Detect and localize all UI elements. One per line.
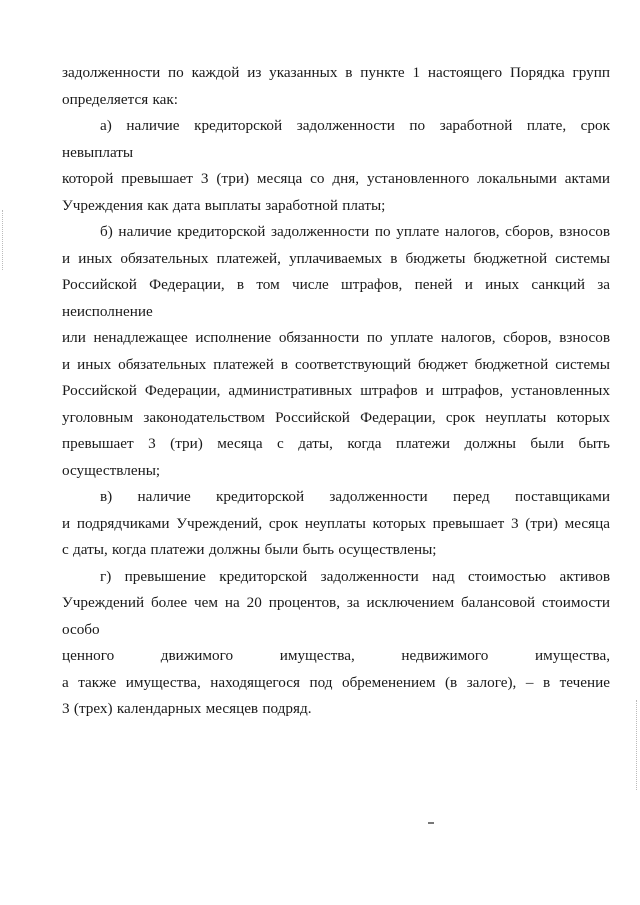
text-line: Учреждения как дата выплаты заработной платы; — [62, 196, 386, 214]
text-line: с даты, когда платежи должны были быть осуществлены; — [62, 541, 437, 558]
item-g-paragraph — [62, 564, 610, 723]
text-line: г) превышение кредиторской задолженности над стоимостью активов — [100, 567, 610, 585]
scan-speck — [428, 822, 434, 824]
scan-edge-left — [2, 210, 4, 270]
text-line: и подрядчиками Учреждений, срок неуплаты которых превышает 3 (три) месяца — [62, 514, 610, 532]
item-v-paragraph — [62, 484, 610, 564]
text-line: б) наличие кредиторской задолженности по уплате налогов, сборов, взносов — [100, 223, 610, 240]
text-line: превышает 3 (три) месяца с даты, когда платежи должны были быть осуществлены; — [62, 435, 610, 479]
text-line: Российской Федерации, административных штрафов и штрафов, установленных — [62, 382, 610, 399]
text-line: которой превышает 3 (три) месяца со дня, установленного локальными актами — [62, 170, 610, 187]
text-line: Учреждений более чем на 20 процентов, за исключением балансовой стоимости особо — [62, 594, 610, 638]
text-line: и иных обязательных платежей в соответствующий бюджет бюджетной системы — [62, 355, 610, 373]
scan-edge-right — [636, 700, 638, 790]
intro-paragraph — [62, 60, 610, 113]
text-line: уголовным законодательством Российской Федерации, срок неуплаты которых — [62, 408, 610, 426]
text-line: или ненадлежащее исполнение обязанности по уплате налогов, сборов, взносов — [62, 329, 610, 346]
text-line: ценного движимого имущества, недвижимого имущества, — [62, 647, 610, 664]
text-line: а) наличие кредиторской задолженности по заработной плате, срок невыплаты — [62, 117, 610, 161]
item-a-paragraph — [62, 113, 610, 219]
text-line: Российской Федерации, в том числе штрафов, пеней и иных санкций за неисполнение — [62, 276, 610, 320]
text-line: задолженности по каждой из указанных в пункте 1 настоящего Порядка групп — [62, 64, 610, 81]
text-line: а также имущества, находящегося под обременением (в залоге), – в течение — [62, 673, 610, 691]
text-line: и иных обязательных платежей, уплачиваемых в бюджеты бюджетной системы — [62, 249, 610, 267]
text-line: определяется как: — [62, 90, 178, 108]
text-line: 3 (трех) календарных месяцев подряд. — [62, 700, 312, 717]
item-b-paragraph — [62, 219, 610, 484]
text-line: в) наличие кредиторской задолженности перед поставщиками — [100, 488, 610, 505]
document-body — [62, 60, 610, 723]
